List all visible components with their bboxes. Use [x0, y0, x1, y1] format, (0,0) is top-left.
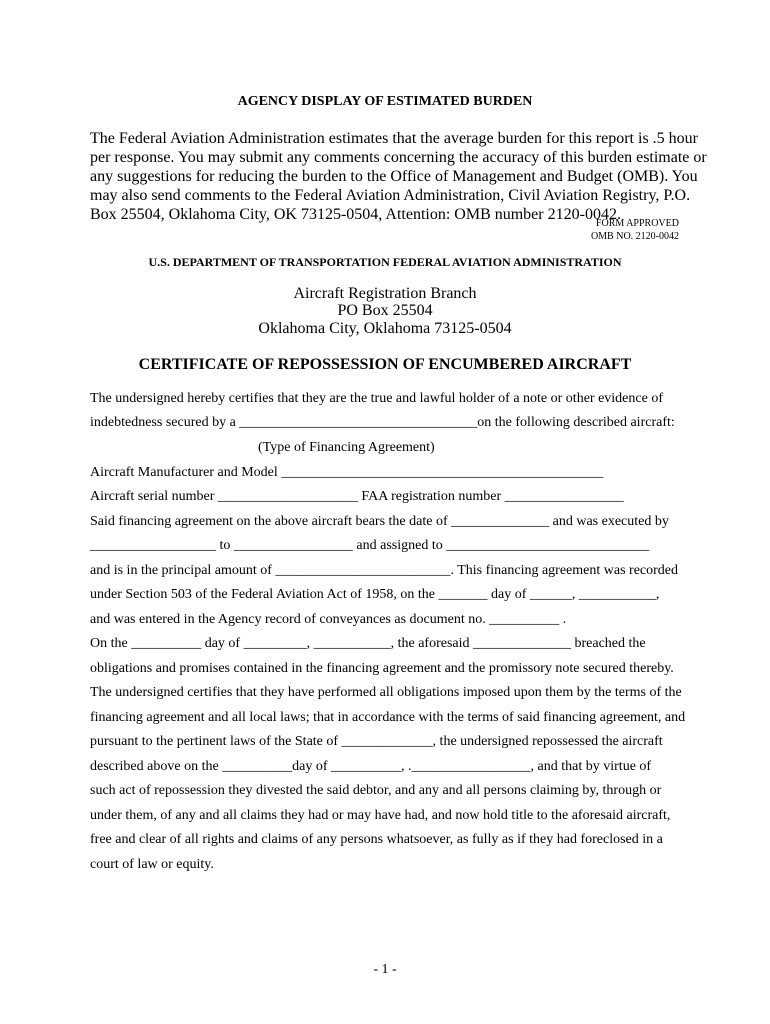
burden-line: any suggestions for reducing the burden to the Office of Management and Budget (OMB). You [90, 168, 698, 185]
certificate-title: CERTIFICATE OF REPOSSESSION OF ENCUMBERED AIRCRAFT [138, 356, 632, 373]
form-line: under them, of any and all claims they had or may have had, and now hold title to the aforesaid aircraft, [90, 808, 671, 823]
burden-line: may also send comments to the Federal Aviation Administration, Civil Aviation Registry, P.O. [90, 187, 691, 204]
address-line-1: Aircraft Registration Branch [293, 285, 477, 302]
department-header: U.S. DEPARTMENT OF TRANSPORTATION FEDERAL AVIATION ADMINISTRATION [148, 255, 622, 269]
form-line: pursuant to the pertinent laws of the State of _____________, the undersigned repossessed the aircraft [90, 734, 663, 749]
form-line: financing agreement and all local laws; that in accordance with the terms of said financing agreement, and [90, 710, 686, 725]
form-line: The undersigned hereby certifies that they are the true and lawful holder of a note or other evidence of [90, 391, 663, 406]
form-line: On the __________ day of _________, ___________, the aforesaid ______________ breached the [90, 636, 646, 651]
omb-number: OMB NO. 2120-0042 [590, 231, 679, 242]
form-line: The undersigned certifies that they have performed all obligations imposed upon them by the terms of the [90, 685, 682, 700]
form-line: __________________ to _________________ and assigned to _____________________________ [90, 538, 650, 553]
form-line: indebtedness secured by a __________________________________on the following described aircraft: [90, 415, 675, 430]
form-line: obligations and promises contained in the financing agreement and the promissory note secured thereby. [90, 661, 674, 676]
form-line: Said financing agreement on the above aircraft bears the date of ______________ and was executed by [90, 514, 669, 529]
form-line: under Section 503 of the Federal Aviation Act of 1958, on the _______ day of ______, ___________, [90, 587, 660, 602]
address-line-3: Oklahoma City, Oklahoma 73125-0504 [258, 320, 512, 337]
form-line: such act of repossession they divested the said debtor, and any and all persons claiming by, through or [90, 783, 662, 798]
page-number: - 1 - [373, 962, 397, 977]
form-line: free and clear of all rights and claims of any persons whatsoever, as fully as if they had foreclosed in a [90, 832, 663, 847]
form-line: Aircraft serial number ____________________ FAA registration number _________________ [90, 489, 624, 504]
form-line: and was entered in the Agency record of conveyances as document no. __________ . [90, 612, 567, 627]
form-approved-label: FORM APPROVED [595, 218, 679, 229]
burden-title: AGENCY DISPLAY OF ESTIMATED BURDEN [237, 94, 533, 109]
form-line: court of law or equity. [90, 857, 214, 872]
form-line: and is in the principal amount of _________________________. This financing agreement was recorded [90, 563, 678, 578]
address-line-2: PO Box 25504 [337, 302, 433, 319]
form-line: described above on the __________day of __________, ._________________, and that by virtue of [90, 759, 652, 774]
burden-line: per response. You may submit any comments concerning the accuracy of this burden estimate or [90, 149, 707, 166]
burden-line: The Federal Aviation Administration estimates that the average burden for this report is .5 hour [90, 130, 698, 147]
form-line: Aircraft Manufacturer and Model ______________________________________________ [90, 465, 604, 480]
burden-line: Box 25504, Oklahoma City, OK 73125-0504, Attention: OMB number 2120-0042. [90, 206, 621, 223]
financing-type-caption: (Type of Financing Agreement) [258, 440, 435, 455]
